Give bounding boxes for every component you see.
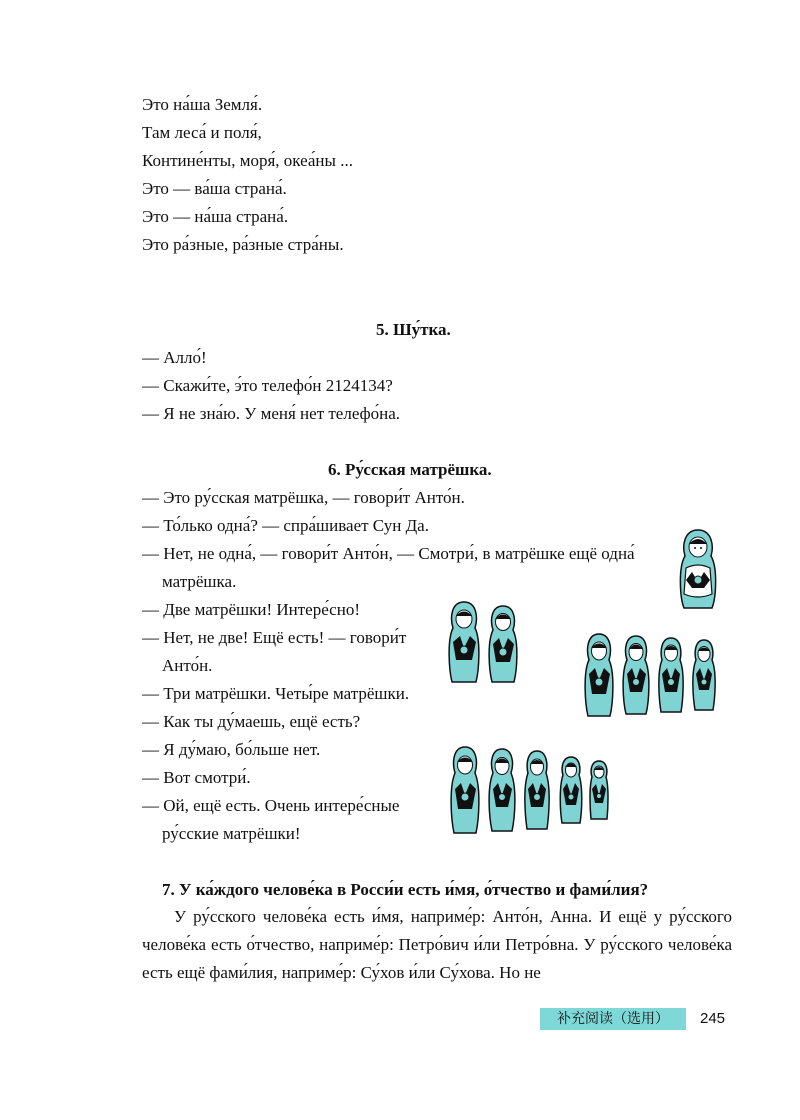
matryoshka-icon [590, 761, 608, 819]
dialogue-line: — Я не зна́ю. У меня́ нет телефо́на. [142, 404, 400, 423]
matryoshka-icon [449, 602, 479, 682]
paragraph-text: У ру́сского челове́ка есть и́мя, наприме́р: Анто́н, Анна. И ещё у ру́сского челове́ка есть о́тчество, наприме́р: Петро́вич и́ли Петро́вна. У ру́сского челове́ка есть ещё фами́лия, наприме́р: Су́хов и́ли Су́хова. Но не [142, 907, 732, 982]
poem-line: Это — ва́ша страна́. [142, 179, 287, 198]
dialogue-line: — Скажи́те, э́то телефо́н 2124134? [142, 376, 393, 395]
dialogue-line: — То́лько одна́? — спра́шивает Сун Да. [142, 516, 429, 535]
poem-line: Контине́нты, моря́, океа́ны ... [142, 151, 353, 170]
dialogue-line: — Нет, не одна́, — говори́т Анто́н, — Смотри́, в матрёшке ещё одна́ [142, 544, 635, 563]
matryoshka-icon [659, 638, 683, 712]
dialogue-line-continued: Анто́н. [162, 656, 213, 675]
dialogue-line: — Две матрёшки! Интере́сно! [142, 600, 360, 619]
matryoshka-icon [585, 634, 613, 716]
matryoshka-icon [560, 757, 582, 823]
poem-line: Там леса́ и поля́, [142, 123, 262, 142]
matryoshka-icon [693, 640, 715, 710]
dialogue-line-continued: ру́сские матрёшки! [162, 824, 301, 843]
supplementary-reading-tag: 补充阅读（选用） [540, 1008, 686, 1030]
poem-line: Это — на́ша страна́. [142, 207, 289, 226]
matryoshka-icon [451, 747, 479, 833]
dialogue-line: — Это ру́сская матрёшка, — говори́т Анто́н. [142, 488, 465, 507]
matryoshka-five-illustration [448, 745, 616, 835]
dialogue-line: — Алло́! [142, 348, 207, 367]
dialogue-line: — Как ты ду́маешь, ещё есть? [142, 712, 361, 731]
matryoshka-two-illustration [446, 600, 524, 684]
matryoshka-icon [680, 530, 715, 608]
matryoshka-one-illustration [676, 528, 720, 610]
section-5-title: 5. Шу́тка. [376, 320, 451, 339]
poem-line: Это на́ша Земля́. [142, 95, 263, 114]
matryoshka-icon [489, 606, 517, 682]
section-7-paragraph [142, 903, 732, 987]
dialogue-line-continued: матрёшка. [162, 572, 237, 591]
matryoshka-four-illustration [582, 632, 722, 718]
dialogue-line: — Ой, ещё есть. Очень интере́сные [142, 796, 400, 815]
matryoshka-icon [489, 749, 515, 831]
section-7-title: 7. У ка́ждого челове́ка в Росси́и есть и́мя, о́тчество и фами́лия? [162, 880, 649, 899]
dialogue-line: — Вот смотри́. [142, 768, 251, 787]
page-number: 245 [700, 1010, 726, 1027]
matryoshka-icon [623, 636, 649, 714]
matryoshka-icon [525, 751, 549, 829]
poem-line: Это ра́зные, ра́зные стра́ны. [142, 235, 344, 254]
section-6-title: 6. Ру́сская матрёшка. [328, 460, 492, 479]
dialogue-line: — Нет, не две! Ещё есть! — говори́т [142, 628, 407, 647]
dialogue-line: — Три матрёшки. Четы́ре матрёшки. [142, 684, 410, 703]
dialogue-line: — Я ду́маю, бо́льше нет. [142, 740, 321, 759]
